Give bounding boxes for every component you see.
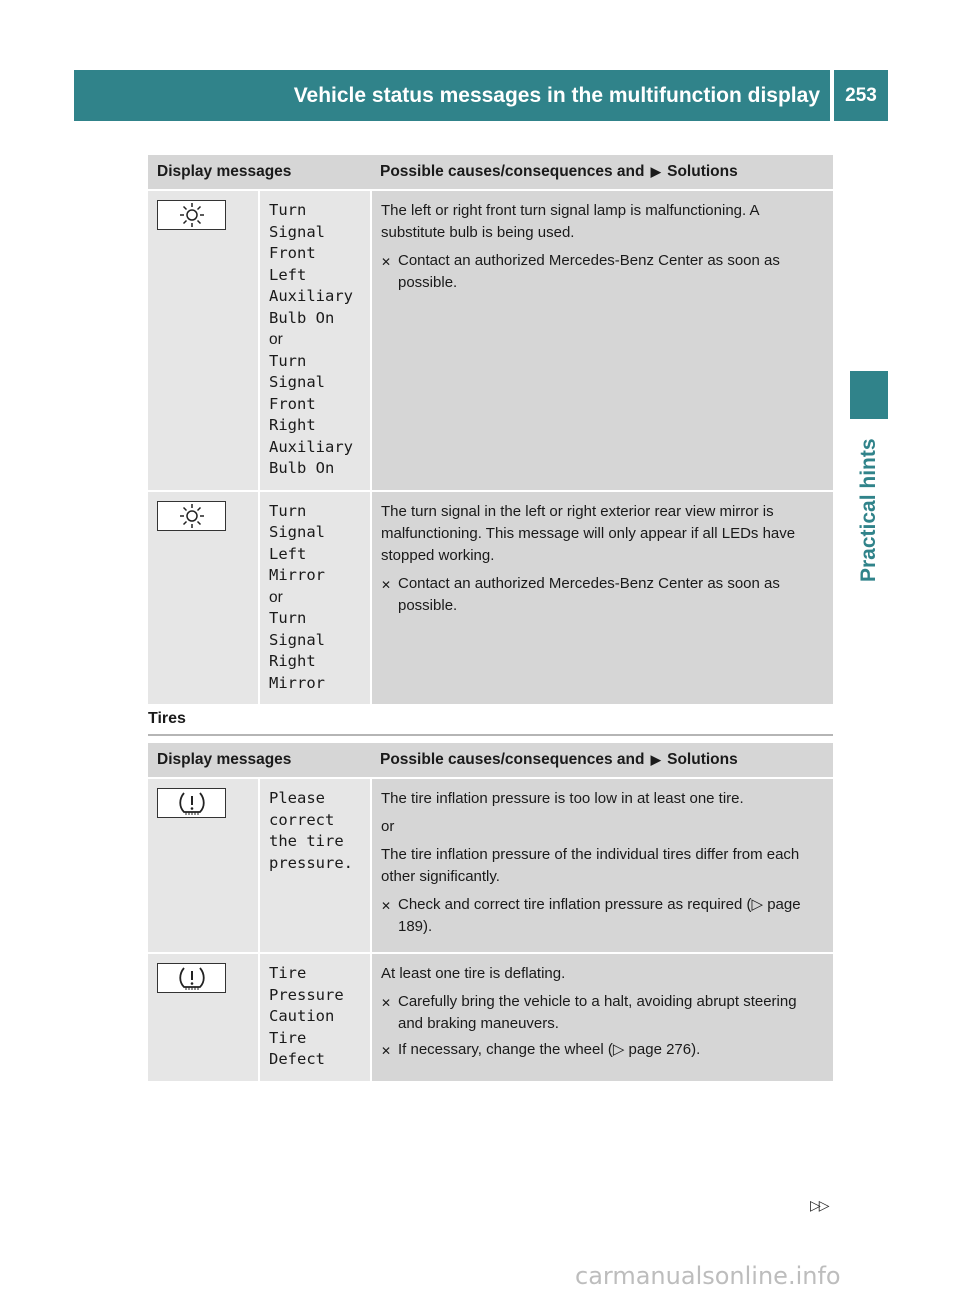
- message-cell: [259, 953, 371, 1082]
- message-line: Bulb On: [269, 308, 335, 327]
- message-line: Turn: [269, 501, 307, 520]
- solutions-header: Possible causes/consequences and ▶ Solutions: [371, 743, 833, 778]
- icon-cell: [148, 190, 259, 491]
- table-row: [148, 778, 833, 953]
- message-cell: [259, 190, 371, 491]
- page-header: [74, 70, 830, 121]
- or-separator: or: [269, 331, 283, 348]
- message-cell: [259, 778, 371, 953]
- message-line: Mirror: [269, 566, 325, 584]
- message-line: Tire: [269, 1028, 307, 1047]
- message-line: Auxiliary: [269, 437, 353, 456]
- message-line: Turn: [269, 351, 307, 370]
- step-marker-icon: ✕: [381, 899, 392, 913]
- message-line: Auxiliary: [269, 287, 353, 305]
- solution-step: ✕ Contact an authorized Mercedes-Benz Center as soon as possible.: [381, 250, 825, 294]
- message-line: the tire: [269, 832, 344, 850]
- table-header-row: [148, 743, 833, 778]
- message-line: Left: [269, 544, 307, 563]
- page-header-title: Vehicle status messages in the multifunction display: [293, 83, 820, 107]
- display-messages-header: Display messages: [148, 155, 371, 190]
- solution-cell: [371, 491, 833, 706]
- or-separator: or: [269, 588, 283, 606]
- continued-on-next-page-icon: ▷▷: [810, 1197, 828, 1213]
- solution-step: ✕ Check and correct tire inflation pressure as required (▷ page 189).: [381, 894, 825, 938]
- solution-step: ✕ If necessary, change the wheel (▷ page 276).: [381, 1039, 825, 1062]
- message-line: pressure.: [269, 853, 353, 872]
- message-line: Turn: [269, 201, 307, 219]
- message-line: Pressure: [269, 985, 344, 1004]
- message-line: Left: [269, 265, 307, 284]
- side-section-label: Practical hints: [857, 438, 880, 582]
- section-tab-marker: [850, 371, 888, 419]
- message-line: Please: [269, 789, 325, 807]
- message-line: Caution: [269, 1007, 335, 1025]
- turn-signal-bulb-icon: [157, 501, 226, 531]
- message-line: Tire: [269, 964, 307, 982]
- tire-pressure-warning-icon: [157, 963, 226, 993]
- table-row: [148, 190, 833, 491]
- turn-signal-messages-table: [148, 155, 833, 706]
- message-line: Mirror: [269, 673, 325, 692]
- message-line: Turn: [269, 609, 307, 627]
- cause-text: The tire inflation pressure is too low in at least one tire.: [381, 790, 744, 807]
- solution-step: ✕ Carefully bring the vehicle to a halt, avoiding abrupt steering and braking maneuvers.: [381, 991, 825, 1035]
- message-line: Bulb On: [269, 459, 335, 477]
- message-line: Front: [269, 244, 316, 262]
- solution-cell: [371, 778, 833, 953]
- cause-text: The tire inflation pressure of the individual tires differ from each other significantly.: [381, 846, 800, 885]
- section-divider: [148, 734, 833, 736]
- icon-cell: [148, 491, 259, 706]
- turn-signal-bulb-icon: [157, 200, 226, 230]
- icon-cell: [148, 778, 259, 953]
- tire-pressure-warning-icon: [157, 788, 226, 818]
- message-line: Defect: [269, 1050, 325, 1068]
- message-line: Signal: [269, 630, 325, 649]
- solution-step: ✕ Contact an authorized Mercedes-Benz Center as soon as possible.: [381, 573, 825, 617]
- display-messages-header: Display messages: [148, 743, 371, 778]
- message-line: Front: [269, 394, 316, 413]
- cause-text: The left or right front turn signal lamp is malfunctioning. A substitute bulb is being used.: [381, 202, 759, 241]
- tire-messages-table: [148, 743, 833, 1083]
- table-row: [148, 953, 833, 1082]
- message-line: Right: [269, 416, 316, 434]
- message-line: correct: [269, 810, 335, 829]
- table-header-row: [148, 155, 833, 190]
- message-line: Signal: [269, 523, 325, 541]
- page-number: 253: [834, 70, 888, 121]
- step-marker-icon: ✕: [381, 1044, 392, 1058]
- or-separator: or: [381, 818, 395, 835]
- solution-cell: [371, 953, 833, 1082]
- message-cell: [259, 491, 371, 706]
- solutions-header: Possible causes/consequences and ▶ Solutions: [371, 155, 833, 190]
- table-row: [148, 491, 833, 706]
- message-line: Signal: [269, 222, 325, 241]
- play-arrow-icon: ▶: [650, 752, 661, 767]
- solution-cell: [371, 190, 833, 491]
- step-marker-icon: ✕: [381, 577, 392, 592]
- message-line: Right: [269, 652, 316, 670]
- message-line: Signal: [269, 373, 325, 391]
- play-arrow-icon: ▶: [650, 164, 661, 179]
- cause-text: At least one tire is deflating.: [381, 965, 566, 982]
- step-marker-icon: ✕: [381, 996, 392, 1010]
- icon-cell: [148, 953, 259, 1082]
- section-title: Tires: [148, 710, 186, 727]
- step-marker-icon: ✕: [381, 255, 392, 269]
- watermark: carmanualsonline.info: [575, 1262, 841, 1290]
- cause-text: The turn signal in the left or right exterior rear view mirror is malfunctioning. This message will only appear if all LEDs have stopped working.: [381, 502, 796, 564]
